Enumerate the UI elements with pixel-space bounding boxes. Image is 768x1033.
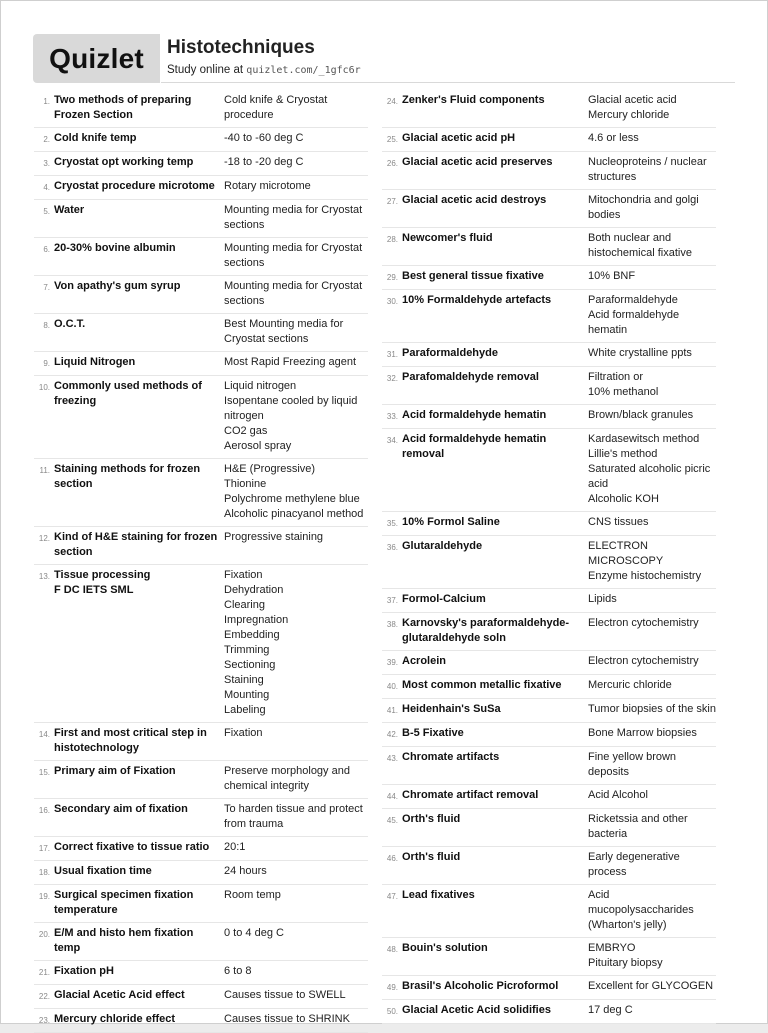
flashcard-row xyxy=(382,785,716,809)
card-definition: H&E (Progressive) Thionine Polychrome methylene blue Alcoholic pinacyanol method xyxy=(224,463,364,520)
subtitle-prefix: Study online at xyxy=(167,64,244,76)
card-term: Paraformaldehyde xyxy=(402,347,498,359)
flashcard-row xyxy=(34,985,368,1009)
card-definition: Electron cytochemistry xyxy=(588,655,699,667)
card-number: 23. xyxy=(38,1016,50,1025)
card-term: Most common metallic fixative xyxy=(402,679,562,691)
flashcard-row xyxy=(382,190,716,228)
card-number: 17. xyxy=(38,844,50,853)
card-definition: 6 to 8 xyxy=(224,965,252,977)
card-term: Glacial acetic acid preserves xyxy=(402,156,553,168)
card-number: 37. xyxy=(386,596,398,605)
card-term: Correct fixative to tissue ratio xyxy=(54,841,210,853)
card-number: 36. xyxy=(386,543,398,552)
card-term: Karnovsky's paraformaldehyde-glutaraldehyde soln xyxy=(402,617,570,644)
card-term: O.C.T. xyxy=(54,318,86,330)
flashcard-row xyxy=(382,152,716,190)
flashcard-row xyxy=(382,847,716,885)
card-term: Chromate artifact removal xyxy=(402,789,539,801)
card-term: Usual fixation time xyxy=(54,865,152,877)
card-term: Heidenhain's SuSa xyxy=(402,703,501,715)
flashcard-row xyxy=(34,885,368,923)
card-term: Fixation pH xyxy=(54,965,114,977)
card-term: Orth's fluid xyxy=(402,813,461,825)
flashcard-row xyxy=(382,228,716,266)
card-number: 44. xyxy=(386,792,398,801)
card-term: Liquid Nitrogen xyxy=(54,356,136,368)
card-definition: Preserve morphology and chemical integrity xyxy=(224,765,350,792)
card-term: 20-30% bovine albumin xyxy=(54,242,176,254)
card-term: Lead fixatives xyxy=(402,889,475,901)
card-number: 12. xyxy=(38,534,50,543)
flashcard-row xyxy=(382,266,716,290)
flashcard-row xyxy=(382,405,716,429)
card-number: 39. xyxy=(386,658,398,667)
card-number: 19. xyxy=(38,892,50,901)
right-column xyxy=(382,90,716,1024)
card-number: 22. xyxy=(38,992,50,1001)
card-term: Tissue processing F DC IETS SML xyxy=(54,569,151,596)
flashcard-row xyxy=(34,837,368,861)
card-term: Staining methods for frozen section xyxy=(54,463,201,490)
card-term: Two methods of preparing Frozen Section xyxy=(54,94,192,121)
card-number: 9. xyxy=(43,359,50,368)
flashcard-row xyxy=(34,527,368,565)
flashcard-row xyxy=(34,459,368,527)
card-number: 26. xyxy=(386,159,398,168)
card-term: First and most critical step in histotechnology xyxy=(54,727,207,754)
card-number: 15. xyxy=(38,768,50,777)
flashcard-row xyxy=(34,90,368,128)
card-definition: Fixation Dehydration Clearing Impregnation Embedding Trimming Sectioning Staining Mounting Labeling xyxy=(224,569,289,716)
card-definition: 20:1 xyxy=(224,841,246,853)
flashcard-row xyxy=(34,723,368,761)
card-number: 50. xyxy=(386,1007,398,1016)
card-term: 10% Formaldehyde artefacts xyxy=(402,294,552,306)
card-number: 48. xyxy=(386,945,398,954)
card-number: 28. xyxy=(386,235,398,244)
card-number: 29. xyxy=(386,273,398,282)
card-definition: Rotary microtome xyxy=(224,180,311,192)
card-number: 34. xyxy=(386,436,398,445)
flashcard-row xyxy=(34,1009,368,1033)
card-term: Newcomer's fluid xyxy=(402,232,493,244)
flashcard-row xyxy=(382,747,716,785)
card-definition: Progressive staining xyxy=(224,531,324,543)
card-definition: -18 to -20 deg C xyxy=(224,156,304,168)
card-definition: Mounting media for Cryostat sections xyxy=(224,280,363,307)
card-term: Glacial acetic acid pH xyxy=(402,132,516,144)
card-number: 10. xyxy=(38,383,50,392)
card-number: 20. xyxy=(38,930,50,939)
card-number: 38. xyxy=(386,620,398,629)
card-term: Commonly used methods of freezing xyxy=(54,380,202,407)
card-term: Bouin's solution xyxy=(402,942,488,954)
card-definition: Mounting media for Cryostat sections xyxy=(224,204,363,231)
flashcard-row xyxy=(34,176,368,200)
card-number: 32. xyxy=(386,374,398,383)
card-number: 21. xyxy=(38,968,50,977)
card-number: 33. xyxy=(386,412,398,421)
study-url-link[interactable]: quizlet.com/_1gfc6r xyxy=(246,65,361,76)
card-definition: Most Rapid Freezing agent xyxy=(224,356,357,368)
card-term: B-5 Fixative xyxy=(402,727,464,739)
flashcard-row xyxy=(382,429,716,512)
card-term: Surgical specimen fixation temperature xyxy=(54,889,194,916)
card-number: 8. xyxy=(43,321,50,330)
flashcard-row xyxy=(382,809,716,847)
card-number: 1. xyxy=(43,97,50,106)
card-number: 24. xyxy=(386,97,398,106)
card-definition: 24 hours xyxy=(224,865,267,877)
card-term: Zenker's Fluid components xyxy=(402,94,545,106)
flashcard-row xyxy=(34,761,368,799)
card-definition: Acid mucopolysaccharides (Wharton's jelly) xyxy=(588,889,694,931)
card-definition: Nucleoproteins / nuclear structures xyxy=(588,156,707,183)
flashcard-row xyxy=(382,367,716,405)
card-term: 10% Formol Saline xyxy=(402,516,500,528)
card-term: Orth's fluid xyxy=(402,851,461,863)
flashcard-row xyxy=(382,343,716,367)
card-number: 11. xyxy=(39,466,50,475)
card-term: Best general tissue fixative xyxy=(402,270,544,282)
flashcard-row xyxy=(34,565,368,723)
card-number: 40. xyxy=(386,682,398,691)
card-definition: Causes tissue to SHRINK xyxy=(224,1013,350,1025)
card-term: Acid formaldehyde hematin removal xyxy=(402,433,547,460)
flashcard-row xyxy=(382,675,716,699)
card-definition: Causes tissue to SWELL xyxy=(224,989,346,1001)
flashcard-row xyxy=(382,1000,716,1024)
flashcard-row xyxy=(382,938,716,976)
card-number: 42. xyxy=(386,730,398,739)
card-definition: ELECTRON MICROSCOPY Enzyme histochemistry xyxy=(588,540,702,582)
card-term: Glacial acetic acid destroys xyxy=(402,194,547,206)
flashcard-row xyxy=(382,589,716,613)
card-term: Acrolein xyxy=(402,655,447,667)
flashcard-row xyxy=(382,976,716,1000)
flashcard-row xyxy=(382,128,716,152)
header-divider xyxy=(161,82,735,83)
card-definition: Best Mounting media for Cryostat sections xyxy=(224,318,344,345)
card-number: 46. xyxy=(386,854,398,863)
card-term: Formol-Calcium xyxy=(402,593,486,605)
flashcard-row xyxy=(382,536,716,589)
card-term: Primary aim of Fixation xyxy=(54,765,176,777)
flashcard-row xyxy=(34,799,368,837)
card-term: Chromate artifacts xyxy=(402,751,500,763)
flashcard-row xyxy=(34,238,368,276)
card-term: Cold knife temp xyxy=(54,132,137,144)
card-definition: Fine yellow brown deposits xyxy=(588,751,677,778)
card-term: Von apathy's gum syrup xyxy=(54,280,181,292)
flashcard-row xyxy=(382,290,716,343)
card-definition: 4.6 or less xyxy=(588,132,639,144)
card-definition: Liquid nitrogen Isopentane cooled by liquid nitrogen CO2 gas Aerosol spray xyxy=(224,380,358,452)
quizlet-logo[interactable]: Quizlet xyxy=(33,34,160,83)
flashcard-row xyxy=(382,613,716,651)
card-number: 4. xyxy=(43,183,50,192)
card-term: E/M and histo hem fixation temp xyxy=(54,927,194,954)
card-number: 13. xyxy=(38,572,50,581)
card-number: 2. xyxy=(43,135,50,144)
card-number: 18. xyxy=(38,868,50,877)
flashcard-row xyxy=(34,276,368,314)
card-number: 31. xyxy=(386,350,398,359)
card-definition: Paraformaldehyde Acid formaldehyde hematin xyxy=(588,294,680,336)
card-number: 49. xyxy=(386,983,398,992)
card-number: 3. xyxy=(43,159,50,168)
flashcard-row xyxy=(34,376,368,459)
card-definition: Mercuric chloride xyxy=(588,679,672,691)
card-number: 16. xyxy=(38,806,50,815)
card-definition: White crystalline ppts xyxy=(588,347,692,359)
card-definition: Electron cytochemistry xyxy=(588,617,699,629)
card-definition: Fixation xyxy=(224,727,263,739)
card-definition: Mitochondria and golgi bodies xyxy=(588,194,699,221)
card-definition: 17 deg C xyxy=(588,1004,633,1016)
flashcard-row xyxy=(34,923,368,961)
card-term: Mercury chloride effect xyxy=(54,1013,176,1025)
card-term: Cryostat opt working temp xyxy=(54,156,194,168)
card-definition: Filtration or 10% methanol xyxy=(588,371,659,398)
flashcard-row xyxy=(34,128,368,152)
flashcard-row xyxy=(34,152,368,176)
flashcard-row xyxy=(382,885,716,938)
card-number: 47. xyxy=(386,892,398,901)
card-term: Kind of H&E staining for frozen section xyxy=(54,531,218,558)
card-definition: Excellent for GLYCOGEN xyxy=(588,980,714,992)
flashcard-row xyxy=(34,200,368,238)
card-number: 14. xyxy=(38,730,50,739)
card-term: Brasil's Alcoholic Picroformol xyxy=(402,980,559,992)
flashcard-row xyxy=(382,512,716,536)
card-definition: Lipids xyxy=(588,593,617,605)
card-term: Parafomaldehyde removal xyxy=(402,371,539,383)
card-definition: Tumor biopsies of the skin xyxy=(588,703,716,715)
card-term: Water xyxy=(54,204,85,216)
card-definition: Ricketssia and other bacteria xyxy=(588,813,688,840)
flashcard-row xyxy=(34,861,368,885)
card-definition: 0 to 4 deg C xyxy=(224,927,284,939)
flashcard-row xyxy=(34,961,368,985)
card-term: Secondary aim of fixation xyxy=(54,803,188,815)
card-number: 5. xyxy=(43,207,50,216)
card-number: 6. xyxy=(43,245,50,254)
card-definition: CNS tissues xyxy=(588,516,649,528)
card-definition: Cold knife & Cryostat procedure xyxy=(224,94,328,121)
card-definition: Glacial acetic acid Mercury chloride xyxy=(588,94,677,121)
card-definition: 10% BNF xyxy=(588,270,636,282)
card-term: Glacial Acetic Acid effect xyxy=(54,989,185,1001)
card-number: 25. xyxy=(386,135,398,144)
card-term: Glacial Acetic Acid solidifies xyxy=(402,1004,551,1016)
card-number: 30. xyxy=(386,297,398,306)
left-column xyxy=(34,90,368,1033)
card-definition: Early degenerative process xyxy=(588,851,680,878)
card-definition: Acid Alcohol xyxy=(588,789,648,801)
card-definition: Kardasewitsch method Lillie's method Saturated alcoholic picric acid Alcoholic KOH xyxy=(588,433,711,505)
card-definition: EMBRYO Pituitary biopsy xyxy=(588,942,663,969)
card-number: 41. xyxy=(386,706,398,715)
card-definition: Brown/black granules xyxy=(588,409,694,421)
card-definition: Room temp xyxy=(224,889,281,901)
card-number: 45. xyxy=(386,816,398,825)
card-definition: -40 to -60 deg C xyxy=(224,132,304,144)
card-definition: Bone Marrow biopsies xyxy=(588,727,697,739)
flashcard-row xyxy=(382,699,716,723)
card-definition: Both nuclear and histochemical fixative xyxy=(588,232,692,259)
card-number: 27. xyxy=(386,197,398,206)
flashcard-row xyxy=(382,723,716,747)
card-term: Glutaraldehyde xyxy=(402,540,483,552)
card-definition: Mounting media for Cryostat sections xyxy=(224,242,363,269)
card-number: 43. xyxy=(386,754,398,763)
page-subtitle xyxy=(167,64,361,76)
flashcard-row xyxy=(34,352,368,376)
card-number: 35. xyxy=(386,519,398,528)
flashcard-row xyxy=(382,90,716,128)
card-number: 7. xyxy=(43,283,50,292)
flashcard-row xyxy=(382,651,716,675)
card-term: Acid formaldehyde hematin xyxy=(402,409,547,421)
card-definition: To harden tissue and protect from trauma xyxy=(224,803,363,830)
card-term: Cryostat procedure microtome xyxy=(54,180,215,192)
page-title: Histotechniques xyxy=(167,37,315,58)
flashcard-row xyxy=(34,314,368,352)
